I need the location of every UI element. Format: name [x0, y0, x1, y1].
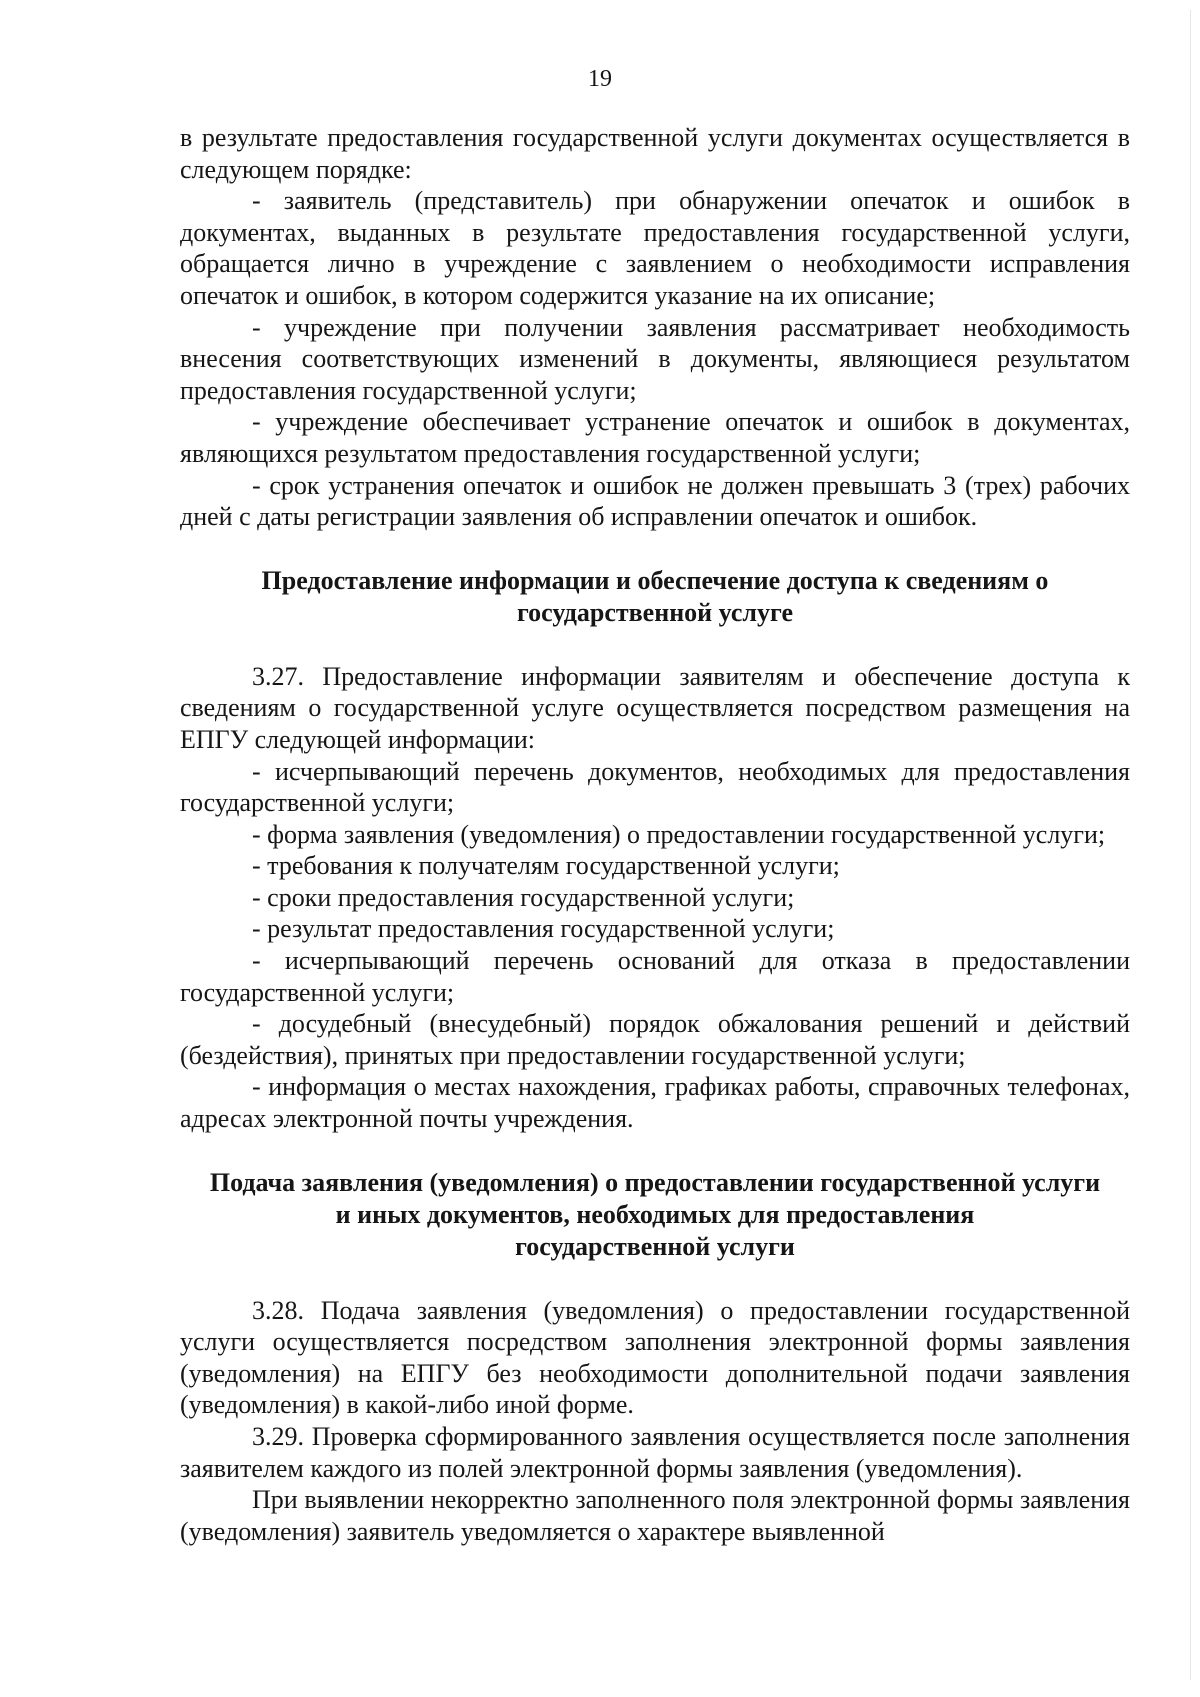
validation-paragraph: При выявлении некорректно заполненного поля электронной формы заявления (уведомления) заявитель уведомляется о характере выявленной [180, 1485, 1130, 1546]
list-item-form: - форма заявления (уведомления) о предоставлении государственной услуги; [252, 819, 1106, 849]
list-item-result: - результат предоставления государственной услуги; [252, 914, 835, 944]
list-item-requirements: - требования к получателям государственной услуги; [252, 851, 840, 881]
document-body [180, 122, 1130, 1547]
clause-3-28: 3.28. Подача заявления (уведомления) о предоставлении государственной услуги осуществляется посредством заполнения электронной формы заявления (уведомления) на ЕПГУ без необходимости дополнительной подачи заявления (уведомления) в какой-либо иной форме. [180, 1295, 1130, 1420]
intro-paragraph-4: - учреждение обеспечивает устранение опечаток и ошибок в документах, являющихся результатом предоставления государственной услуги; [180, 407, 1130, 468]
intro-paragraph-2: - заявитель (представитель) при обнаружении опечаток и ошибок в документах, выданных в результате предоставления государственной услуги, обращается лично в учреждение с заявлением о необходимости исправления опечаток и ошибок, в котором содержится указание на их описание; [180, 186, 1130, 310]
section-heading-line: Предоставление информации и обеспечение доступа к сведениям о [261, 565, 1049, 595]
clause-3-27: 3.27. Предоставление информации заявителям и обеспечение доступа к сведениям о государственной услуге осуществляется посредством размещения на ЕПГУ следующей информации: [180, 661, 1130, 754]
section-heading-application-submission [180, 1167, 1130, 1263]
page-number: 19 [588, 66, 612, 92]
list-item-refusal-grounds: - исчерпывающий перечень оснований для отказа в предоставлении государственной услуги; [180, 946, 1130, 1007]
section-heading-line: Подача заявления (уведомления) о предоставлении государственной услуги [209, 1167, 1101, 1197]
list-item-documents: - исчерпывающий перечень документов, необходимых для предоставления государственной услуги; [180, 756, 1130, 818]
scan-edge-line [1190, 10, 1191, 1680]
section-heading-line: государственной услуги [515, 1231, 795, 1261]
intro-paragraph-1: в результате предоставления государственной услуги документах осуществляется в следующем порядке: [180, 123, 1130, 184]
section-heading-line: и иных документов, необходимых для предоставления [335, 1199, 975, 1229]
list-item-contacts: - информация о местах нахождения, графиках работы, справочных телефонах, адресах электронной почты учреждения. [180, 1072, 1130, 1134]
intro-paragraph-5: - срок устранения опечаток и ошибок не должен превышать 3 (трех) рабочих дней с даты регистрации заявления об исправлении опечаток и ошибок. [180, 470, 1130, 532]
list-item-appeal-procedure: - досудебный (внесудебный) порядок обжалования решений и действий (бездействия), принятых при предоставлении государственной услуги; [180, 1009, 1130, 1070]
section-heading-line: государственной услуге [517, 597, 793, 627]
intro-paragraph-3: - учреждение при получении заявления рассматривает необходимость внесения соответствующих изменений в документы, являющиеся результатом предоставления государственной услуги; [180, 312, 1130, 405]
section-heading-info-access [180, 565, 1130, 629]
clause-3-29: 3.29. Проверка сформированного заявления осуществляется после заполнения заявителем каждого из полей электронной формы заявления (уведомления). [180, 1422, 1130, 1483]
list-item-terms: - сроки предоставления государственной услуги; [252, 882, 795, 912]
